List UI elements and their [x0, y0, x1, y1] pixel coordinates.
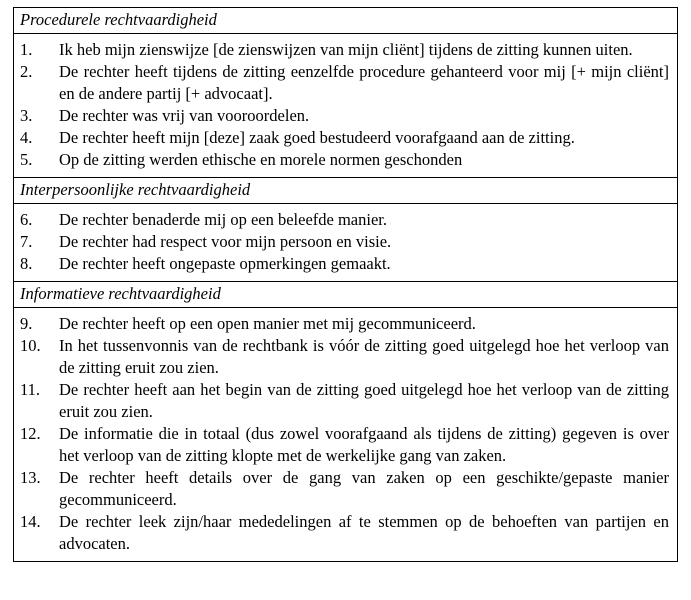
- item-number: 11.: [20, 380, 41, 399]
- item-text: De rechter heeft tijdens de zitting eenzelfde procedure gehanteerd voor mij [+ mijn cliënt] en de andere partij [+ advocaat].: [59, 62, 669, 103]
- item-number: 6.: [20, 210, 33, 229]
- list-item: [14, 127, 677, 149]
- list-item: [14, 511, 677, 555]
- item-number: 3.: [20, 106, 33, 125]
- section-title: Procedurele rechtvaardigheid: [14, 8, 677, 34]
- item-number: 14.: [20, 512, 41, 531]
- item-text: De rechter benaderde mij op een beleefde manier.: [59, 210, 387, 229]
- item-text: De rechter heeft details over de gang van zaken op een geschikte/gepaste manier gecommuniceerd.: [59, 468, 669, 509]
- item-number: 9.: [20, 314, 33, 333]
- section-title: Informatieve rechtvaardigheid: [14, 282, 677, 308]
- list-item: [14, 231, 677, 253]
- item-text: De rechter heeft aan het begin van de zitting goed uitgelegd hoe het verloop van de zitting eruit zou zien.: [59, 380, 669, 421]
- section-informational: [14, 281, 677, 561]
- item-number: 10.: [20, 336, 41, 355]
- item-number: 4.: [20, 128, 33, 147]
- list-item: [14, 149, 677, 171]
- item-number: 8.: [20, 254, 33, 273]
- item-text: De rechter was vrij van vooroordelen.: [59, 106, 310, 125]
- list-item: [14, 61, 677, 105]
- item-text: De rechter had respect voor mijn persoon en visie.: [59, 232, 392, 251]
- item-number: 2.: [20, 62, 33, 81]
- item-text: De rechter leek zijn/haar mededelingen af te stemmen op de behoeften van partijen en advocaten.: [59, 512, 669, 553]
- list-item: [14, 379, 677, 423]
- section-items: [14, 204, 677, 281]
- item-number: 12.: [20, 424, 41, 443]
- item-text: Op de zitting werden ethische en morele normen geschonden: [59, 150, 463, 169]
- item-text: De rechter heeft op een open manier met mij gecommuniceerd.: [59, 314, 476, 333]
- item-text: In het tussenvonnis van de rechtbank is vóór de zitting goed uitgelegd hoe het verloop van de zitting eruit zou zien.: [59, 336, 669, 377]
- item-text: De rechter heeft mijn [deze] zaak goed bestudeerd voorafgaand aan de zitting.: [59, 128, 575, 147]
- section-procedural: [14, 8, 677, 177]
- list-item: [14, 335, 677, 379]
- questionnaire-table: [13, 7, 678, 562]
- list-item: [14, 467, 677, 511]
- item-number: 7.: [20, 232, 33, 251]
- item-text: De rechter heeft ongepaste opmerkingen gemaakt.: [59, 254, 391, 273]
- list-item: [14, 423, 677, 467]
- item-number: 1.: [20, 40, 33, 59]
- list-item: [14, 209, 677, 231]
- list-item: [14, 313, 677, 335]
- list-item: [14, 253, 677, 275]
- section-items: [14, 34, 677, 177]
- section-title: Interpersoonlijke rechtvaardigheid: [14, 178, 677, 204]
- section-interpersonal: [14, 177, 677, 281]
- list-item: [14, 105, 677, 127]
- item-number: 5.: [20, 150, 33, 169]
- item-text: De informatie die in totaal (dus zowel voorafgaand als tijdens de zitting) gegeven is over het verloop van de zitting klopte met de werkelijke gang van zaken.: [59, 424, 669, 465]
- section-items: [14, 308, 677, 561]
- item-number: 13.: [20, 468, 41, 487]
- list-item: [14, 39, 677, 61]
- item-text: Ik heb mijn zienswijze [de zienswijzen van mijn cliënt] tijdens de zitting kunnen uiten.: [59, 40, 633, 59]
